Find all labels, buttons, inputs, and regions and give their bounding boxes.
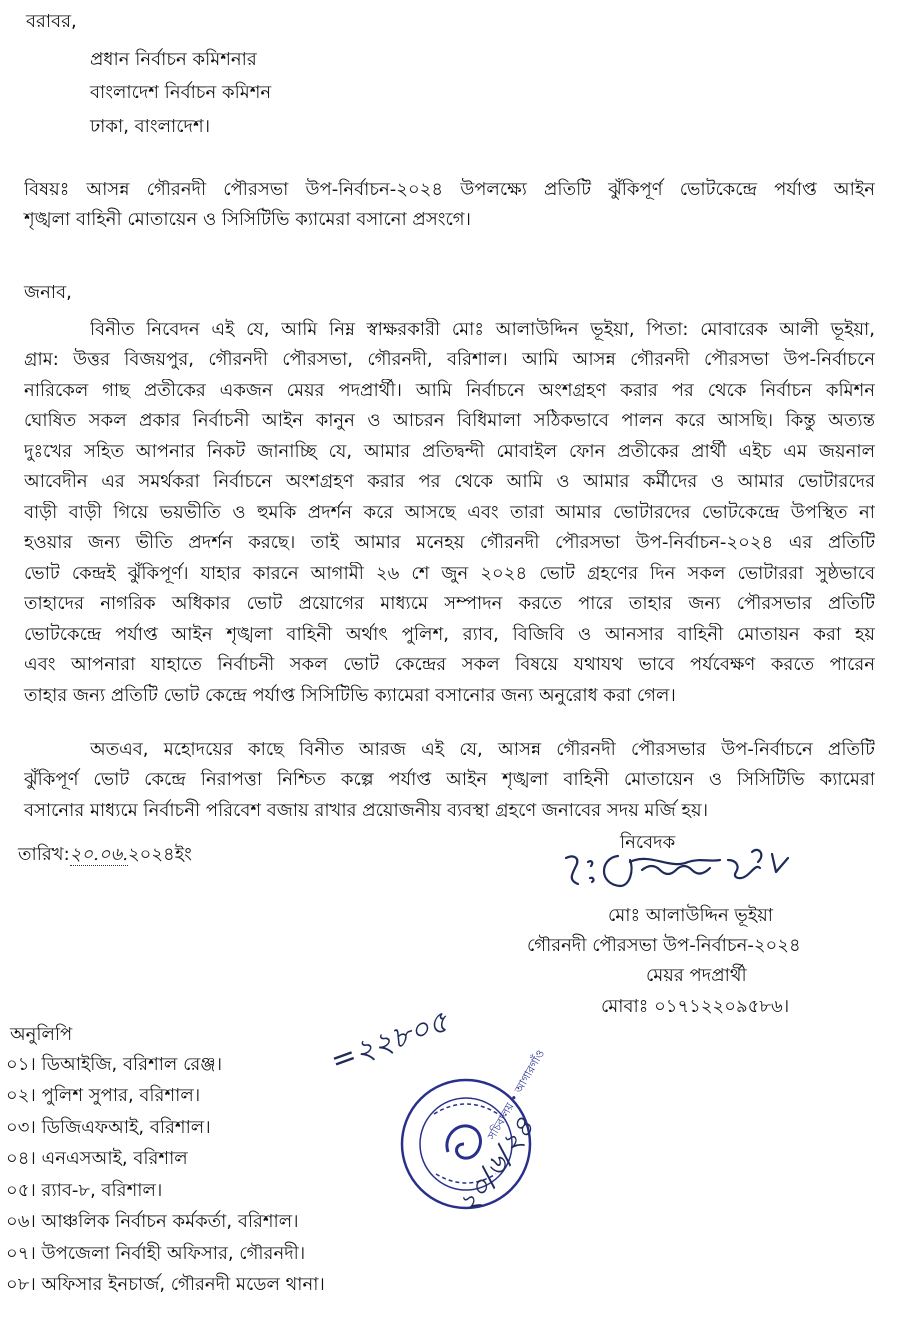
paragraph-line: আবেদীন এর সমর্থকরা নির্বাচনে অংশগ্রহণ করার পর থেকে আমি ও আমার কর্মীদের ও আমার ভোটারদের — [24, 471, 875, 492]
list-item: ০১। ডিআইজি, বরিশাল রেঞ্জ। — [6, 1054, 223, 1075]
salutation-to: বরাবর, — [26, 11, 77, 32]
greeting: জনাব, — [24, 282, 72, 303]
date-label: তারিখ: — [18, 844, 70, 865]
list-item: ০৮। অফিসার ইনচার্জ, গৌরনদী মডেল থানা। — [6, 1274, 325, 1295]
subject-line-1: বিষয়ঃ আসন্ন গৌরনদী পৌরসভা উপ-নির্বাচন-২০২৪ উপলক্ষ্যে প্রতিটি ঝুঁকিপূর্ণ ভোটকেন্দ্রে পর্যাপ্ত আইন — [24, 179, 875, 200]
paragraph-line: তাহার জন্য প্রতিটি ভোট কেন্দ্রে পর্যাপ্ত সিসিটিভি ক্যামেরা বসানোর জন্য অনুরোধ করা গেল। — [24, 685, 676, 706]
paragraph-line: ভোটকেন্দ্রে পর্যাপ্ত আইন শৃঙ্খলা বাহিনী অর্থাৎ পুলিশ, র‍্যাব, বিজিবি ও আনসার বাহিনী মোতায়ন করা হয় — [24, 624, 875, 645]
paragraph-line: এবং আপনারা যাহাতে নির্বাচনী সকল ভোট কেন্দ্রের সকল বিষয়ে যথাযথ ভাবে পর্যবেক্ষণ করতে পারেন — [24, 654, 875, 675]
paragraph-line: ভোট কেন্দ্রই ঝুঁকিপূর্ণ। যাহার কারনে আগামী ২৬ শে জুন ২০২৪ ভোট গ্রহণের দিন সকল ভোটাররা সুষ্ঠভাবে — [24, 563, 875, 584]
paragraph-line: বিনীত নিবেদন এই যে, আমি নিম্ন স্বাক্ষরকারী মোঃ আলাউদ্দিন ভূইয়া, পিতা: মোবারেক আলী ভূইয়া, — [90, 319, 875, 340]
copies-heading: অনুলিপি — [10, 1024, 73, 1045]
paragraph-line: তাহাদের নাগরিক অধিকার ভোট প্রয়োগের মাধ্যমে সম্পাদন করতে পারে তাহার জন্য পৌরসভার প্রতিটি — [24, 593, 875, 614]
recipient-title: প্রধান নির্বাচন কমিশনার — [90, 49, 257, 70]
list-item: ০৬। আঞ্চলিক নির্বাচন কর্মকর্তা, বরিশাল। — [6, 1211, 299, 1232]
sender-mobile: মোবাঃ ০১৭১২২০৯৫৮৬। — [601, 996, 790, 1017]
recipient-office: বাংলাদেশ নির্বাচন কমিশন — [90, 82, 272, 103]
paragraph-line: হওয়ার জন্য ভীতি প্রদর্শন করছে। তাই আমার মনেহয় গৌরনদী পৌরসভা উপ-নির্বাচন-২০২৪ এর প্রতিটি — [24, 532, 875, 553]
date-line — [18, 843, 192, 867]
paragraph-line: বাড়ী বাড়ী গিয়ে ভয়ভীতি ও হুমকি প্রদর্শন করে আসছে এবং তারা আমার ভোটারদের ভোটকেন্দ্রে উপস্থিত না — [24, 502, 875, 523]
seal-text: সচিবালয় • আগারগাঁও — [485, 1047, 548, 1142]
subject-line-2: শৃঙ্খলা বাহিনী মোতায়েন ও সিসিটিভি ক্যামেরা বসানো প্রসংগে। — [24, 209, 471, 230]
paragraph-line: ঘোষিত সকল প্রকার নির্বাচনী আইন কানুন ও আচরন বিধিমালা সঠিকভাবে পালন করে আসছি। কিন্তু অত্যন্ত — [24, 410, 875, 431]
date-year: ২০২৪ইং — [127, 844, 192, 865]
date-handwritten: ২০.০৬. — [69, 844, 128, 865]
receipt-number: =২২৮০৫ — [326, 1004, 454, 1079]
sender-label: নিবেদক — [620, 832, 676, 853]
list-item: ০২। পুলিশ সুপার, বরিশাল। — [6, 1085, 201, 1106]
sender-election: গৌরনদী পৌরসভা উপ-নির্বাচন-২০২৪ — [527, 935, 801, 956]
signature — [560, 840, 810, 900]
list-item: ০৭। উপজেলা নির্বাহী অফিসার, গৌরনদী। — [6, 1243, 306, 1264]
list-item: ০৪। এনএসআই, বরিশাল — [6, 1148, 188, 1169]
sender-name: মোঃ আলাউদ্দিন ভূইয়া — [608, 905, 774, 926]
paragraph-line: ঝুঁকিপূর্ণ ভোট কেন্দ্রে নিরাপত্তা নিশ্চিত কল্পে পর্যাপ্ত আইন শৃঙ্খলা বাহিনী মোতায়েন ও সিসিটিভি ক্যামেরা — [24, 769, 875, 790]
sender-post: মেয়র পদপ্রার্থী — [646, 965, 747, 986]
paragraph-line: বসানোর মাধ্যমে নির্বাচনী পরিবেশ বজায় রাখার প্রয়োজনীয় ব্যবস্থা গ্রহণে জনাবের সদয় মর্জি হয়। — [24, 800, 709, 821]
received-date: ২০/৬/২৪ — [450, 1111, 542, 1220]
paragraph-line: নারিকেল গাছ প্রতীকের একজন মেয়র পদপ্রার্থী। আমি নির্বাচনে অংশগ্রহণ করার পর থেকে নির্বাচন কমিশন — [24, 380, 875, 401]
recipient-address: ঢাকা, বাংলাদেশ। — [90, 116, 211, 137]
list-item: ০৫। র‍্যাব-৮, বরিশাল। — [6, 1180, 163, 1201]
paragraph-line: অতএব, মহোদয়ের কাছে বিনীত আরজ এই যে, আসন্ন গৌরনদী পৌরসভার উপ-নির্বাচনে প্রতিটি — [90, 739, 875, 760]
paragraph-line: গ্রাম: উত্তর বিজয়পুর, গৌরনদী পৌরসভা, গৌরনদী, বরিশাল। আমি আসন্ন গৌরনদী পৌরসভা উপ-নির্বাচনে — [24, 349, 875, 370]
list-item: ০৩। ডিজিএফআই, বরিশাল। — [6, 1117, 211, 1138]
paragraph-line: দুঃখের সহিত আপনার নিকট জানাচ্ছি যে, আমার প্রতিদ্বন্দী মোবাইল ফোন প্রতীকের প্রার্থী এইচ এম জয়নাল — [24, 441, 875, 462]
